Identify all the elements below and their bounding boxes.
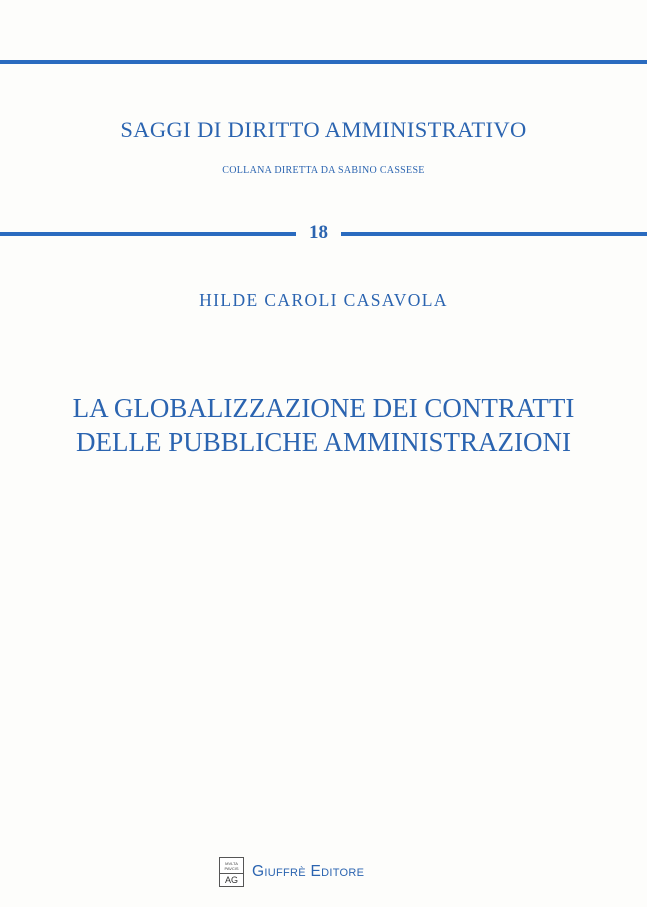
author-name: HILDE CAROLI CASAVOLA <box>199 290 448 310</box>
book-title <box>0 391 647 459</box>
series-editor: COLLANA DIRETTA DA SABINO CASSESE <box>222 165 425 176</box>
volume-rule-left <box>0 232 296 236</box>
top-rule <box>0 60 647 64</box>
publisher-name: Giuffrè Editore <box>252 863 365 880</box>
volume-rule-right <box>341 232 647 236</box>
book-title-line-2: DELLE PUBBLICHE AMMINISTRAZIONI <box>76 427 571 457</box>
series-title: SAGGI DI DIRITTO AMMINISTRATIVO <box>120 117 527 142</box>
publisher-block <box>219 855 364 889</box>
book-title-line-1: LA GLOBALIZZAZIONE DEI CONTRATTI <box>72 393 575 423</box>
volume-number: 18 <box>309 222 328 243</box>
publisher-logo-icon: MVLTA PAVCIS AG <box>219 857 244 887</box>
